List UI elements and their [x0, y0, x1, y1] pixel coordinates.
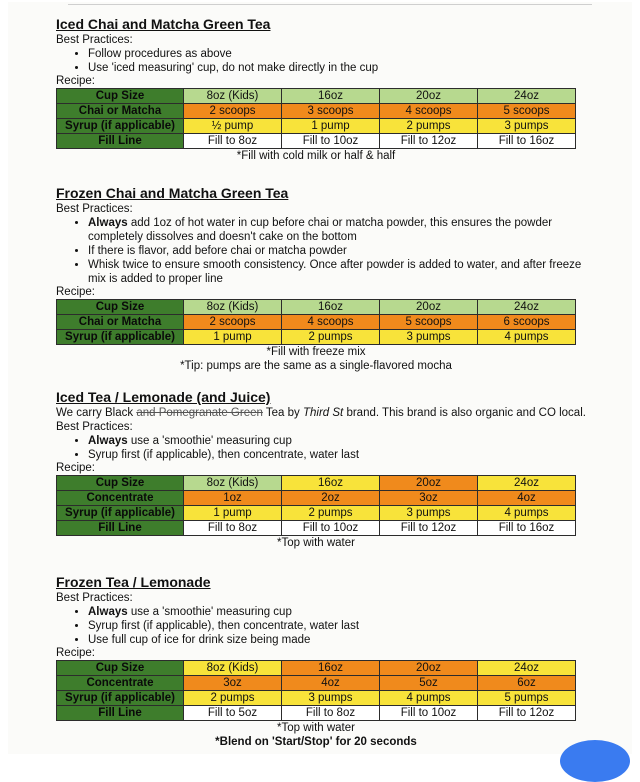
- table-cell: 24oz: [478, 476, 576, 491]
- recipe-label: Recipe:: [56, 75, 95, 87]
- table-cell: Fill to 10oz: [282, 521, 380, 536]
- table-row: [57, 661, 576, 676]
- recipe-table: [56, 88, 576, 149]
- section-frozen-tea: [56, 574, 586, 749]
- table-cell: Syrup (if applicable): [57, 691, 184, 706]
- table-cell: 8oz (Kids): [184, 476, 282, 491]
- table-cell: Fill Line: [57, 706, 184, 721]
- table-cell: 4oz: [282, 676, 380, 691]
- table-cell: Cup Size: [57, 661, 184, 676]
- recipe-label: Recipe:: [56, 647, 95, 659]
- table-cell: 3 pumps: [478, 119, 576, 134]
- recipe-table: [56, 475, 576, 536]
- table-cell: Concentrate: [57, 491, 184, 506]
- table-cell: 24oz: [478, 89, 576, 104]
- table-cell: ½ pump: [184, 119, 282, 134]
- section-title: Iced Tea / Lemonade (and Juice): [56, 389, 271, 405]
- table-cell: Fill to 5oz: [184, 706, 282, 721]
- table-cell: 1 pump: [282, 119, 380, 134]
- table-cell: 4 scoops: [380, 104, 478, 119]
- table-cell: 3 pumps: [380, 330, 478, 345]
- table-cell: 2 pumps: [282, 506, 380, 521]
- table-cell: 8oz (Kids): [184, 661, 282, 676]
- table-cell: 5 scoops: [380, 315, 478, 330]
- table-row: [57, 134, 576, 149]
- list-item: • Follow procedures as above: [88, 47, 586, 61]
- table-cell: 24oz: [478, 300, 576, 315]
- recipe-label: Recipe:: [56, 462, 95, 474]
- table-cell: 24oz: [478, 661, 576, 676]
- table-cell: 8oz (Kids): [184, 300, 282, 315]
- table-note: *Fill with cold milk or half & half: [236, 150, 396, 162]
- list-item: • Always use a 'smoothie' measuring cup: [88, 605, 586, 619]
- list-item: • Always use a 'smoothie' measuring cup: [88, 434, 586, 448]
- table-cell: Fill to 8oz: [282, 706, 380, 721]
- top-rule: [68, 4, 592, 5]
- table-row: [57, 506, 576, 521]
- table-cell: 3oz: [184, 676, 282, 691]
- best-practices-label: Best Practices:: [56, 421, 133, 433]
- table-cell: 4 pumps: [380, 691, 478, 706]
- section-iced-chai: [56, 16, 586, 163]
- table-cell: 16oz: [282, 661, 380, 676]
- list-item: • Use 'iced measuring' cup, do not make directly in the cup: [88, 61, 586, 75]
- table-row: [57, 89, 576, 104]
- best-practices-label: Best Practices:: [56, 34, 133, 46]
- table-note: *Tip: pumps are the same as a single-flavored mocha: [180, 360, 452, 372]
- table-cell: 2 pumps: [380, 119, 478, 134]
- best-practices-list: [56, 47, 586, 75]
- table-cell: 2 scoops: [184, 315, 282, 330]
- table-row: [57, 521, 576, 536]
- table-cell: 2 pumps: [282, 330, 380, 345]
- table-cell: Fill to 12oz: [478, 706, 576, 721]
- best-practices-label: Best Practices:: [56, 592, 133, 604]
- table-cell: 6 scoops: [478, 315, 576, 330]
- table-cell: 4 pumps: [478, 506, 576, 521]
- section-title: Iced Chai and Matcha Green Tea: [56, 16, 271, 32]
- section-title: Frozen Tea / Lemonade: [56, 574, 211, 590]
- table-note: *Top with water: [277, 537, 355, 549]
- table-cell: Cup Size: [57, 476, 184, 491]
- table-cell: Fill to 10oz: [282, 134, 380, 149]
- table-row: [57, 476, 576, 491]
- table-cell: 5oz: [380, 676, 478, 691]
- table-cell: 16oz: [282, 300, 380, 315]
- table-row: [57, 119, 576, 134]
- table-cell: Fill Line: [57, 521, 184, 536]
- list-item: • Use full cup of ice for drink size being made: [88, 633, 586, 647]
- table-cell: Fill to 16oz: [478, 134, 576, 149]
- table-cell: 20oz: [380, 89, 478, 104]
- table-cell: 3oz: [380, 491, 478, 506]
- section-iced-tea: [56, 389, 586, 550]
- floating-action-button[interactable]: [560, 740, 630, 782]
- table-cell: Syrup (if applicable): [57, 506, 184, 521]
- intro-text: We carry Black and Pomegranate Green Tea by Third St brand. This brand is also organic and CO local.: [56, 407, 586, 419]
- table-cell: 3 pumps: [282, 691, 380, 706]
- table-cell: Syrup (if applicable): [57, 330, 184, 345]
- section-frozen-chai: [56, 185, 586, 373]
- table-row: [57, 330, 576, 345]
- table-cell: 8oz (Kids): [184, 89, 282, 104]
- table-cell: 6oz: [478, 676, 576, 691]
- table-cell: Chai or Matcha: [57, 315, 184, 330]
- table-cell: 1 pump: [184, 506, 282, 521]
- table-row: [57, 104, 576, 119]
- table-cell: 20oz: [380, 300, 478, 315]
- list-item: • Always add 1oz of hot water in cup before chai or matcha powder, this ensures the powder completely dissolves and doesn't cake on the bottom: [88, 216, 586, 244]
- list-item: • Syrup first (if applicable), then concentrate, water last: [88, 448, 586, 462]
- table-cell: 4 scoops: [282, 315, 380, 330]
- recipe-table: [56, 660, 576, 721]
- best-practices-list: [56, 434, 586, 462]
- best-practices-label: Best Practices:: [56, 203, 133, 215]
- table-cell: Fill to 12oz: [380, 134, 478, 149]
- table-cell: 2oz: [282, 491, 380, 506]
- table-cell: Concentrate: [57, 676, 184, 691]
- list-item: • If there is flavor, add before chai or matcha powder: [88, 244, 586, 258]
- recipe-table: [56, 299, 576, 345]
- table-note: *Fill with freeze mix: [266, 346, 366, 358]
- list-item: • Syrup first (if applicable), then concentrate, water last: [88, 619, 586, 633]
- table-cell: 1 pump: [184, 330, 282, 345]
- table-cell: Syrup (if applicable): [57, 119, 184, 134]
- table-row: [57, 676, 576, 691]
- table-cell: Cup Size: [57, 89, 184, 104]
- table-cell: 20oz: [380, 476, 478, 491]
- document-page: [8, 2, 632, 754]
- section-title: Frozen Chai and Matcha Green Tea: [56, 185, 289, 201]
- table-cell: 2 scoops: [184, 104, 282, 119]
- table-cell: 3 pumps: [380, 506, 478, 521]
- table-cell: 5 pumps: [478, 691, 576, 706]
- table-cell: Fill to 8oz: [184, 134, 282, 149]
- table-note: *Blend on 'Start/Stop' for 20 seconds: [215, 736, 417, 748]
- table-row: [57, 300, 576, 315]
- table-cell: 16oz: [282, 89, 380, 104]
- table-cell: Fill to 10oz: [380, 706, 478, 721]
- table-row: [57, 491, 576, 506]
- table-cell: 3 scoops: [282, 104, 380, 119]
- best-practices-list: [56, 216, 586, 286]
- table-cell: 16oz: [282, 476, 380, 491]
- list-item: • Whisk twice to ensure smooth consistency. Once after powder is added to water, and after freeze mix is added to proper line: [88, 258, 586, 286]
- table-cell: Chai or Matcha: [57, 104, 184, 119]
- best-practices-list: [56, 605, 586, 647]
- table-row: [57, 315, 576, 330]
- table-cell: Fill to 8oz: [184, 521, 282, 536]
- table-note: *Top with water: [277, 722, 355, 734]
- table-cell: Cup Size: [57, 300, 184, 315]
- table-cell: Fill to 12oz: [380, 521, 478, 536]
- table-cell: Fill to 16oz: [478, 521, 576, 536]
- table-cell: 5 scoops: [478, 104, 576, 119]
- table-row: [57, 706, 576, 721]
- table-cell: 1oz: [184, 491, 282, 506]
- recipe-label: Recipe:: [56, 286, 95, 298]
- table-cell: 4oz: [478, 491, 576, 506]
- table-cell: Fill Line: [57, 134, 184, 149]
- table-cell: 2 pumps: [184, 691, 282, 706]
- table-cell: 4 pumps: [478, 330, 576, 345]
- table-cell: 20oz: [380, 661, 478, 676]
- table-row: [57, 691, 576, 706]
